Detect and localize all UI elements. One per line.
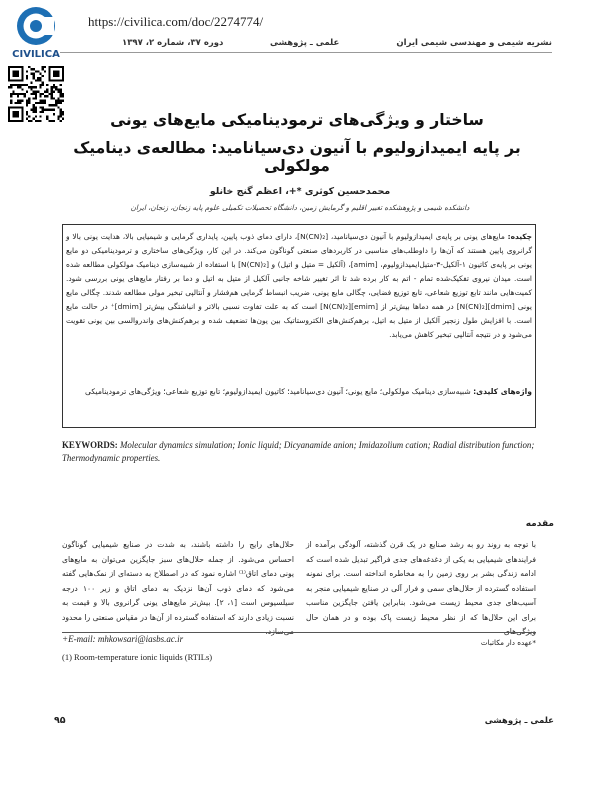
page-number: ۹۵ [54, 715, 66, 726]
header-type: علمی ـ پژوهشی [270, 38, 340, 48]
footnote-divider [62, 632, 536, 633]
keywords-fa-label: واژه‌های کلیدی: [473, 387, 532, 396]
affiliation: دانشکده شیمی و پژوهشکده تغییر اقلیم و گرمایش زمین، دانشگاه تحصیلات تکمیلی علوم پایه زنجان، زنجان، ایران [130, 203, 470, 212]
header-journal: نشریه شیمی و مهندسی شیمی ایران [396, 38, 552, 48]
keywords-en-text: Molecular dynamics simulation; Ionic liquid; Dicyanamide anion; Imidazolium cation; Radial distribution function; Thermodynamic properties. [62, 440, 535, 463]
title-line-1: ساختار و ویژگی‌های ترمودینامیکی مایع‌های یونی [110, 111, 484, 129]
document-url[interactable]: https://civilica.com/doc/2274774/ [88, 14, 264, 29]
civilica-logo-text: CIVILICA [12, 49, 60, 60]
abstract [66, 230, 532, 342]
authors: محمدحسین کوثری *+، اعظم گنج خانلو [209, 186, 391, 197]
header-divider [60, 52, 552, 53]
intro-column-right: با توجه به روند رو به رشد صنایع در یک قرن گذشته، آلودگی برآمده از فرایندهای شیمیایی به یکی از دغدغه‌های جدی فراگیر تبدیل شده است که ادامه زندگی بشر بر روی زمین را به مخاطره انداخته است. برای نمونه استفاده گسترده از حلال‌های سمی و فرار آلی در صنایع شیمیایی منجر به آسیب‌های جدی محیط زیست می‌شود. بنابراین یافتن جایگزین مناسب برای این حلال‌ها که از نظر محیط زیست پاک بوده و در همان حال [306, 540, 536, 622]
section-heading-introduction: مقدمه [525, 519, 554, 529]
footnote-rtil: (1) Room-temperature ionic liquids (RTILs) [62, 652, 213, 662]
footnote-corresponding: *عهده دار مکاتبات [480, 638, 536, 647]
keywords-fa [66, 384, 532, 399]
title-line-2: بر پایه ایمیدازولیوم با آنیون دی‌سیانامید: مطالعه‌ی دینامیک مولکولی [73, 139, 521, 175]
intro-column-left: حلال‌های رایج را داشته باشند، به شدت در صنایع شیمیایی گوناگون احساس می‌شود. از جمله حلال‌های سبز جایگزین می‌توان به مایع‌های یونی دمای اتاق⁽¹⁾ اشاره نمود که در اصطلاح به دسته‌ای از نمک‌هایی گفته می‌شود که دمای ذوب آن‌ها نزدیک به دمای اتاق و زیر ۱۰۰ درجه سیلسیوس است [۱، ۲]. بیش‌تر مایع‌های یونی گرانروی بالا و قیمت به نسبت زیادی دارند که استفاده گسترده از آن‌ها در مقیاس صنعتی را محدود [62, 540, 295, 622]
abstract-label: چکیده: [507, 232, 532, 241]
keywords-en [62, 439, 536, 464]
civilica-logo-icon [6, 4, 66, 60]
footer-type: علمی ـ پژوهشی [484, 716, 554, 726]
header-issue: دوره ۳۷، شماره ۲، ۱۳۹۷ [122, 38, 224, 48]
keywords-fa-text: شبیه‌سازی دینامیک مولکولی؛ مایع یونی؛ آنیون دی‌سیانامید؛ کاتیون ایمیدازولیوم؛ تابع توزیع شعاعی؛ ویژگی‌های ترمودینامیکی [85, 387, 474, 396]
keywords-en-label: KEYWORDS: [62, 440, 118, 450]
abstract-text: مایع‌های یونی بر پایه‌ی ایمیدازولیوم با آنیون دی‌سیانامید، [N(CN)₂]، دارای دمای ذوب پایین، پایداری گرمایی و شیمیایی بالا، هدایت یونی بالا و گرانروی پایین هستند که آن‌ها را داوطلب‌های مناسبی در کاربردهای صنعتی گوناگون می‌کند. در این کار، ویژگی‌های ساختاری و ترمودینامیکی دو مایع یونی بر پایه‌ی کاتیون ۱-آلکیل-۳-متیل‌ایمیدازولیوم، [amim]، (آلکیل = متیل و اتیل) و [N(CN)₂] با استفاده از شبیه‌سازی دینامیک مولکولی مطالعه شده است. میدان نیروی تفکیک‌شده تمام - اتم به کار برده شد تا اثر تغییر شاخه جانبی آلکیل از متیل به اتیل و دما بر رفتار مایع‌های یونی بررسی شود. کمیت‌هایی مانند تابع توزیع شعاعی، تابع توزیع فضایی، چگالی مایع یونی، ضریب انبساط گرمایی هم‌فشار و آنتالپی تبخیر مولی مطالعه شدند. چگالی مایع یونی [dmim][N(CN)₂] در همه دماها بیش‌تر از [emim][N(CN)₂] است که به علت تفاوت نسبی بالاتر و انباشتگی بیش‌تر [dmim]⁺ در حالت مایع است. با افزایش طول زنجیر آلکیل از متیل به اتیل، برهم‌کنش‌های الکتروستاتیک بین یون‌ها تضعیف شده و برهم‌کنش‌های واندروالسی بین یونی تقویت می‌شود و در نتیجه آنتالپی تبخیر کاهش می‌یابد. [66, 232, 533, 340]
civilica-logo[interactable] [6, 4, 66, 60]
footnote-email: +E-mail: mhkowsari@iasbs.ac.ir [62, 634, 184, 644]
